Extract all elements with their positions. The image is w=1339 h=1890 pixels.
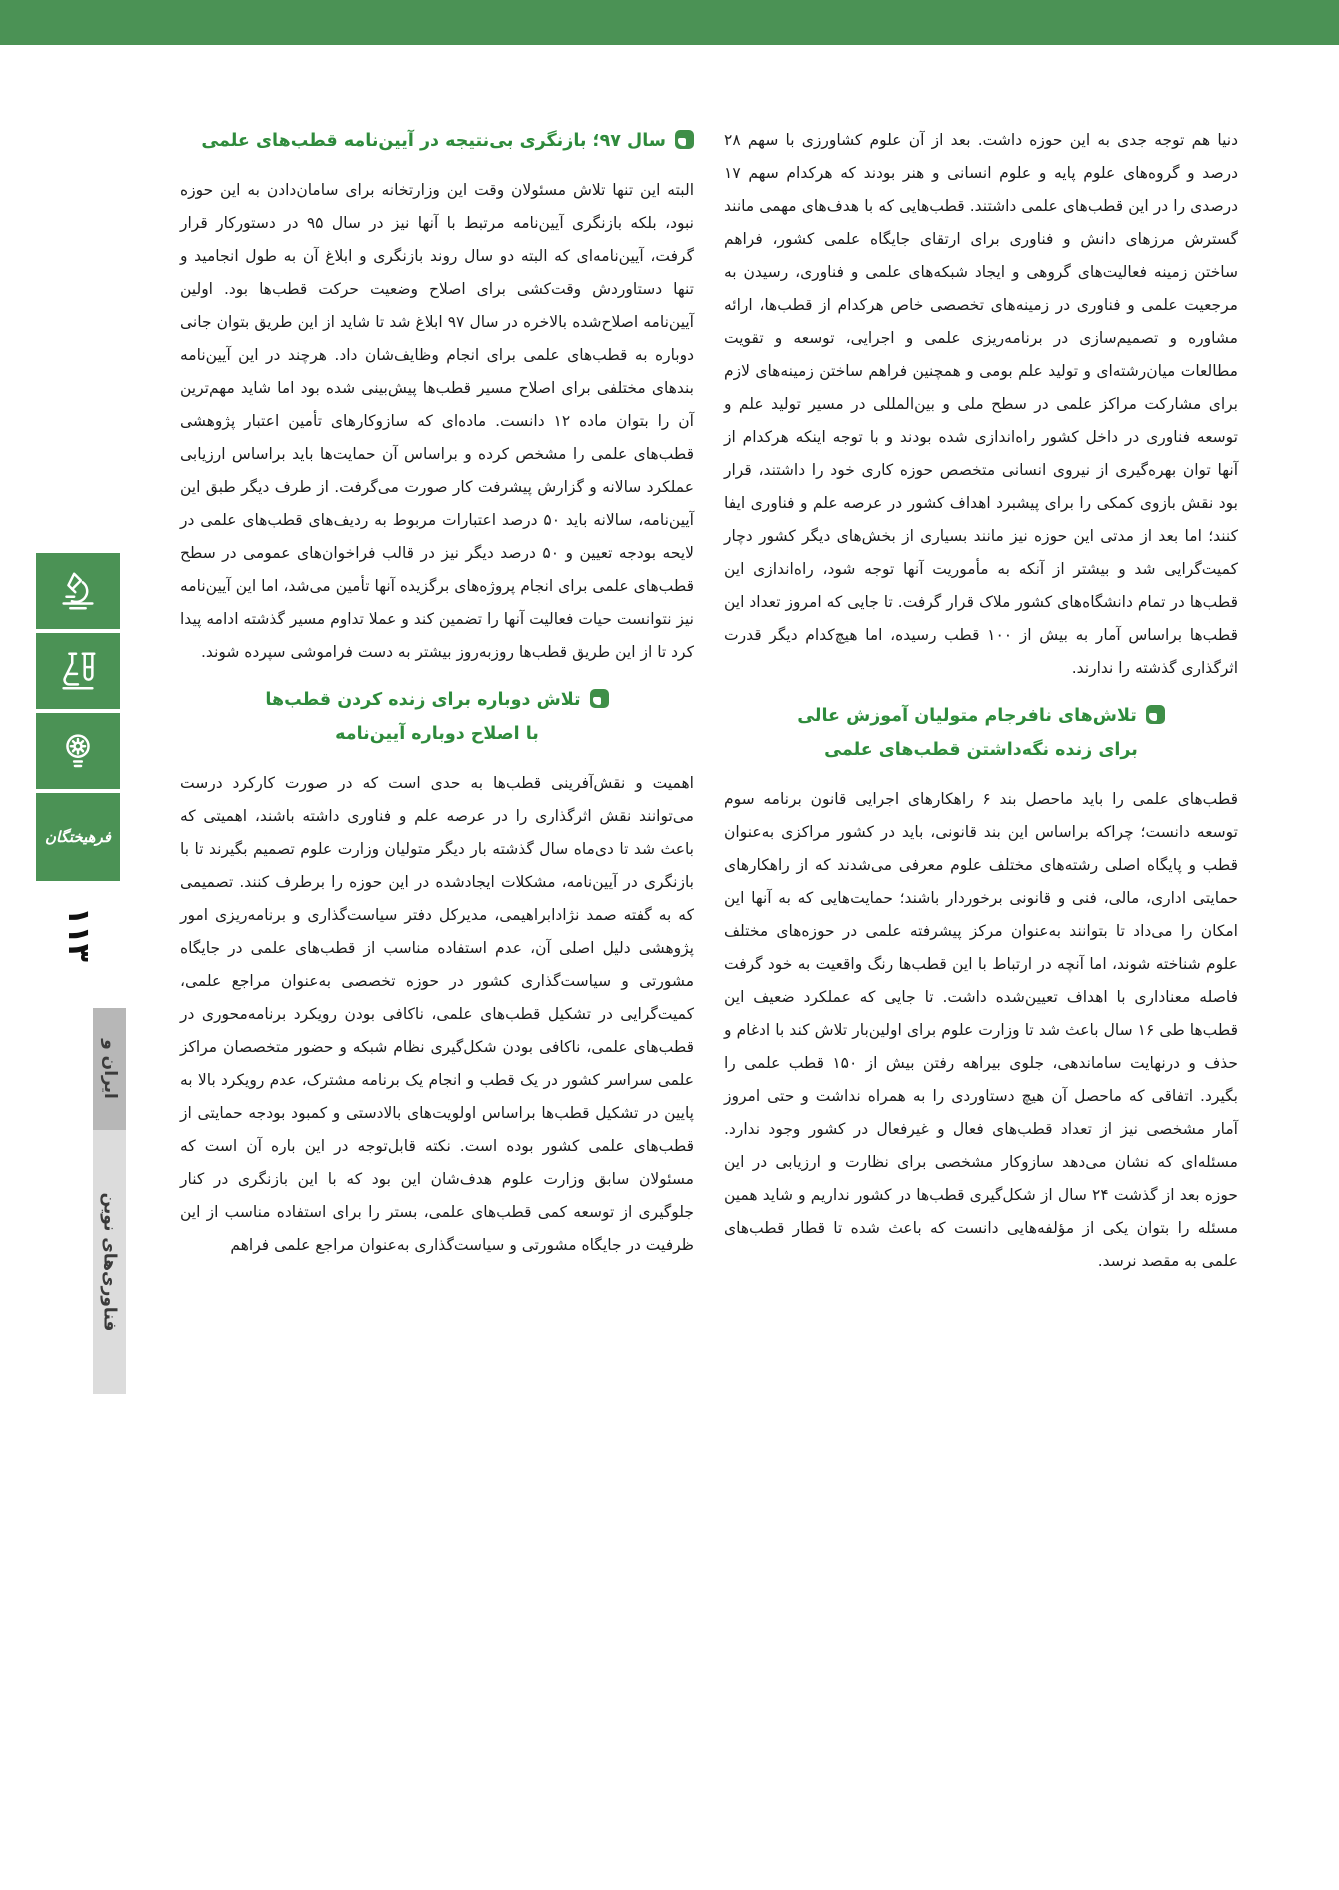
article-body <box>180 124 1238 1292</box>
heading-line: تلاش دوباره برای زنده کردن قطب‌ها <box>265 690 581 710</box>
heading-line: سال ۹۷؛ بازنگری بی‌نتیجه در آیین‌نامه قطب‌های علمی <box>201 131 666 151</box>
page-number-text: ۱۱۳ <box>60 906 96 962</box>
section-marker-icon <box>675 130 694 149</box>
section-marker-icon <box>1146 705 1165 724</box>
paragraph: قطب‌های علمی را باید ماحصل بند ۶ راهکارهای اجرایی قانون برنامه سوم توسعه دانست؛ چراکه براساس این بند قانونی، باید در کشور مراکزی به‌عنوان قطب و پایگاه اصلی رشته‌های مختلف علوم معرفی می‌شدند که از راهکارهای حمایتی اداری، مالی، فنی و قانونی برخوردار باشند؛ حمایت‌هایی که به آنها این امکان را می‌داد تا بتوانند به‌عنوان مرکز پیشرفته علمی در حوزه‌های مختلف علوم شناخته شوند، اما آنچه در ارتباط با این قطب‌ها رنگ واقعیت به خود گرفت فاصله معناداری با اهداف تعیین‌شده داشت. تا جایی که عملکرد ضعیف این قطب‌ها طی ۱۶ سال باعث شد تا وزارت علوم برای اولین‌بار تلاش کند با ادغام و حذف و درنهایت ساماندهی، جلوی بیراهه رفتن بیش از ۱۵۰ قطب علمی را بگیرد. اتفاقی که ماحصل آن هیچ دستاوردی را به همراه نداشت و حتی امروز آمار مشخصی نیز از تعداد قطب‌های فعال و غیرفعال در کشور وجود ندارد. مسئله‌ای که نشان می‌دهد سازوکار مشخصی برای نظارت و ارزیابی در این حوزه بعد از گذشت ۲۴ سال از شکل‌گیری قطب‌ها در کشور نداریم و شاید همین مسئله را بتوان یکی از مؤلفه‌هایی دانست که باعث شده تا قطار قطب‌های علمی به مقصد نرسد. <box>724 790 1238 1270</box>
section-marker-icon <box>590 689 609 708</box>
heading-line: با اصلاح دوباره آیین‌نامه <box>335 724 539 744</box>
section-heading-unsuccessful-efforts <box>724 699 1238 767</box>
section-strip-top <box>93 1008 126 1130</box>
section-label-bottom: فناوری‌های نوین <box>99 1192 120 1332</box>
column-left <box>180 124 694 1292</box>
paragraph: البته این تنها تلاش مسئولان وقت این وزارتخانه برای سامان‌دادن به این حوزه نبود، بلکه بازنگری آیین‌نامه مرتبط با آنها نیز در سال ۹۵ در دستورکار قرار گرفت، آیین‌نامه‌ای که البته دو سال روند بازنگری و ابلاغ آن به طول انجامید و تنها دستاوردش وقت‌کشی برای اصلاح وضعیت حرکت قطب‌ها بود. اولین آیین‌نامه اصلاح‌شده بالاخره در سال ۹۷ ابلاغ شد تا شاید از این طریق بتوان جانی دوباره به قطب‌های علمی برای انجام وظایف‌شان داد. هرچند در این آیین‌نامه بندهای مختلفی برای اصلاح مسیر قطب‌ها پیش‌بینی شده بود اما شاید مهم‌ترین آن را بتوان ماده ۱۲ دانست. ماده‌ای که سازوکارهای تأمین اعتبار پژوهشی قطب‌های علمی را مشخص کرده و براساس آن حمایت‌ها باید براساس ارزیابی عملکرد سالانه و گزارش پیشرفت کار صورت می‌گرفت. از طرف دیگر طبق این آیین‌نامه، سالانه باید ۵۰ درصد اعتبارات مربوط به ردیف‌های قطب‌های علمی در لایحه بودجه تعیین و ۵۰ درصد دیگر نیز در قالب فراخوان‌های عمومی در سطح قطب‌های علمی برای انجام پروژه‌های برگزیده آنها تأمین می‌شد، اما این آیین‌نامه نیز نتوانست حیات فعالیت آنها را تضمین کند و عملا تداوم مسیر گذشته ادامه پیدا کرد تا از این طریق قطب‌ها روزبه‌روز بیشتر به دست فراموشی سپرده شوند. <box>180 181 694 661</box>
farhikhtegan-logo <box>36 793 120 881</box>
column-right <box>724 124 1238 1292</box>
top-green-bar <box>0 0 1339 45</box>
heading-line: تلاش‌های نافرجام متولیان آموزش عالی <box>797 706 1137 726</box>
section-label-top: ایران و <box>99 1039 120 1099</box>
section-strip-bottom <box>93 1130 126 1394</box>
sidebar-block-microscope <box>36 553 120 629</box>
microscope-icon <box>55 568 101 614</box>
page-number <box>36 892 120 976</box>
sidebar-block-chemistry <box>36 633 120 709</box>
sidebar-block-innovation <box>36 713 120 789</box>
section-heading-year-97-revision <box>180 124 694 158</box>
farhikhtegan-logo-text: فرهیختگان <box>45 828 111 846</box>
heading-line: برای زنده نگه‌داشتن قطب‌های علمی <box>824 740 1138 760</box>
chemistry-flasks-icon <box>55 648 101 694</box>
idea-gear-bulb-icon <box>55 728 101 774</box>
section-heading-revive-poles <box>180 683 694 751</box>
paragraph: دنیا هم توجه جدی به این حوزه داشت. بعد از آن علوم کشاورزی با سهم ۲۸ درصد و گروه‌های علوم پایه و علوم انسانی و هنر بودند که هرکدام سهم ۱۷ درصدی را در این قطب‌های علمی داشتند. قطب‌هایی که با هدف‌های مهمی مانند گسترش مرزهای دانش و فناوری برای ارتقای جایگاه علمی کشور، فراهم ساختن زمینه فعالیت‌های گروهی و ایجاد شبکه‌های علمی و فناوری، رسیدن به مرجعیت علمی و فناوری در زمینه‌های تخصصی خاص هرکدام از قطب‌ها، ارائه مشاوره و تصمیم‌سازی در برنامه‌ریزی علمی و اجرایی، توسعه و تقویت مطالعات میان‌رشته‌ای و تولید علم بومی و همچنین فراهم ساختن زمینه‌های لازم برای مشارکت مراکز علمی در سطح ملی و بین‌المللی در مسیر تولید علم و توسعه فناوری در داخل کشور راه‌اندازی شده بودند و با توجه اینکه هرکدام از آنها توان بهره‌گیری از نیروی انسانی متخصص حوزه کاری خود را داشتند، قرار بود نقش بازوی کمکی را برای پیشبرد اهداف کشور در عرصه علم و فناوری ایفا کنند؛ اما بعد از مدتی این حوزه نیز مانند بسیاری از بخش‌های دیگر کشور دچار کمیت‌گرایی شد و بیشتر از آنکه به مأموریت آنها توجه شود، راه‌اندازی این قطب‌ها در تمام دانشگاه‌های کشور ملاک قرار گرفت. تا جایی که امروز تعداد این قطب‌ها براساس آمار به بیش از ۱۰۰ قطب رسیده، اما هیچ‌کدام دیگر قدرت اثرگذاری گذشته را ندارند. <box>724 131 1239 677</box>
paragraph: اهمیت و نقش‌آفرینی قطب‌ها به حدی است که در صورت کارکرد درست می‌توانند نقش اثرگذاری را در عرصه علم و فناوری داشته باشند، اهمیتی که باعث شد تا دی‌ماه سال گذشته بار دیگر متولیان وزارت علوم تصمیم بگیرند تا با بازنگری در آیین‌نامه، مشکلات ایجادشده در این حوزه را برطرف کنند. تصمیمی که به گفته صمد نژادابراهیمی، مدیرکل دفتر سیاست‌گذاری و برنامه‌ریزی امور پژوهشی دلیل اصلی آن، عدم استفاده مناسب از قطب‌های علمی در جایگاه مشورتی و سیاست‌گذاری کشور در حوزه تخصصی به‌عنوان مراجع علمی، کمیت‌گرایی در تشکیل قطب‌های علمی، ناکافی بودن رویکرد برنامه‌محوری در قطب‌های علمی، ناکافی بودن شکل‌گیری نظام شبکه و حضور متخصصان مراکز علمی سراسر کشور در یک قطب و انجام یک برنامه مشترک، عدم رویکرد بالا به پایین در تشکیل قطب‌ها براساس اولویت‌های بالادستی و کمبود بودجه حمایتی از قطب‌های علمی کشور بوده است. نکته قابل‌توجه در این باره آن است که مسئولان سابق وزارت علوم هدف‌شان این بود که با این بازنگری در کنار جلوگیری از توسعه کمی قطب‌های علمی، بستر را برای استفاده مناسب از این ظرفیت در جایگاه مشورتی و سیاست‌گذاری به‌عنوان مراجع علمی فراهم <box>180 774 694 1254</box>
